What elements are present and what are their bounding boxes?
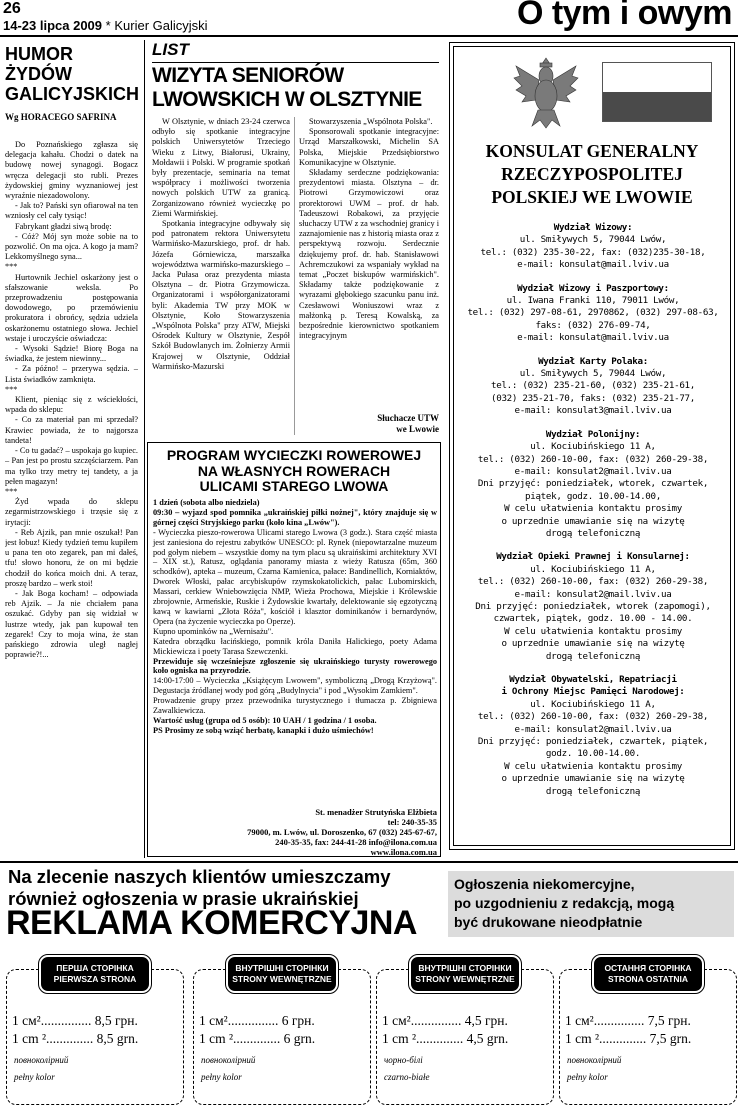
humor-title-1: HUMOR	[5, 44, 73, 64]
humor-heading	[5, 44, 143, 104]
department-detail-line: piątek, godz. 10.00-14.00,	[524, 490, 661, 502]
humor-paragraph: Żyd wpada do sklepu zegarmistrzowskiego i trzęsie się z irytacji:	[5, 497, 138, 527]
department-detail-line: ul. Iwana Franki 110, 79011 Lwów,	[506, 295, 680, 307]
department-name: Wydział Karty Polaka:	[538, 355, 648, 367]
header-rule	[0, 35, 738, 37]
price-line-uah: 1 см²............... 4,5 грн.	[382, 1013, 508, 1028]
consulate-department	[455, 674, 731, 798]
price-card	[559, 955, 737, 1105]
department-detail-line: ul. Kociubińskiego 11 A,	[530, 441, 656, 453]
department-detail-line: tel.: (032) 260-10-00, fax: (032) 260-29-38,	[477, 576, 709, 588]
paper-name: Kurier Galicyjski	[114, 18, 208, 33]
price-card-label	[39, 955, 151, 993]
polish-flag	[602, 62, 712, 122]
program-title-3: ULICAMI STAREGO LWOWA	[199, 478, 389, 494]
price-card-label	[226, 955, 338, 993]
consulate-department	[455, 283, 731, 345]
price-line-uah: 1 см²............... 8,5 грн.	[12, 1013, 138, 1028]
price-card-label	[409, 955, 521, 993]
label-pl: PIERWSZA STRONA	[53, 974, 137, 984]
consulate-departments	[455, 222, 731, 809]
label-ua: ВНУТРІШНІ СТОРІНКИ	[418, 963, 512, 973]
humor-title-3: GALICYJSKICH	[5, 84, 140, 104]
consulate-department	[455, 356, 731, 418]
department-detail-line: tel.: (032) 297-08-61, 2970862, (032) 297-08-63,	[467, 307, 719, 319]
department-detail-line: ul. Smiływych 5, 79044 Lwów,	[519, 234, 667, 246]
department-detail-line: ul. Kociubińskiego 11 A,	[530, 563, 656, 575]
price-line-uah: 1 см²............... 7,5 грн.	[565, 1013, 691, 1028]
program-text-4: 14:00-17:00 – Wycieczka „Książęcym Lwowem", symboliczną „Drogą Krzyżową". Degustacja źródlanej wody pod górą „Budylnycia" i pod „Wysokim Zamkiem".	[153, 676, 437, 696]
department-detail-line: W celu ułatwienia kontaktu prosimy	[504, 503, 682, 515]
color-note-ua: повноколірний	[201, 1055, 256, 1065]
color-note-pl: pełny kolor	[14, 1072, 55, 1082]
department-detail-line: e-mail: konsulat@mail.lviv.ua	[517, 259, 669, 271]
noncommercial-line-2: po uzgodnieniu z redakcją, mogą	[454, 895, 675, 911]
price-card	[193, 955, 371, 1105]
column-divider	[144, 40, 145, 858]
consulate-department	[455, 222, 731, 272]
label-ua: ВНУТРІШНІ СТОРІНКИ	[235, 963, 329, 973]
list-headline-1: WIZYTA SENIORÓW	[152, 64, 344, 87]
department-detail-line: e-mail: konsulat3@mail.lviv.ua	[514, 405, 672, 417]
humor-article-body	[5, 140, 138, 855]
contact-line-1: St. menadżer Strutyńska Elżbieta	[315, 807, 437, 817]
list-paragraph: Składamy serdeczne podziękowania: prezydentowi miasta. Olsztyna – dr. Piotrowi Grzymowiczowi oraz prorektorowi UWM – prof. dr hab. Tadeuszowi Robakowi, za przyjęcie słuchaczy UTW z za wschodniej granicy i zaznajomienie nas z historią miasta oraz z perspektywą rozwoju. Serdecznie dziękujemy prof. dr. hab. Stanisławowi Achremczukowi za wspaniały wykład na temat „Poczet biskupów warmińskich". Składamy także podziękowanie z wyrazami głębokiego szacunku panu inż. Czesławowi Woniuszowi wraz z małżonką p. Teresą Kowalską, za bezpośrednie kierownictwo spotkaniem integracyjnym	[299, 168, 439, 341]
ad-headline: REKLAMA KOMERCYJNA	[6, 904, 417, 942]
department-name: Wydział Obywatelski, Repatriacji	[509, 674, 677, 685]
bottom-rule	[0, 861, 738, 863]
program-title-2: NA WŁASNYCH ROWERACH	[197, 462, 391, 479]
price-card	[6, 955, 184, 1105]
department-name: Wydział Opieki Prawnej i Konsularnej:	[496, 551, 690, 563]
department-detail-line: e-mail: konsulat2@mail.lviv.ua	[514, 588, 672, 600]
department-detail-line: drogą telefoniczną	[545, 785, 641, 797]
program-text-2: Kupno upominków na „Wernisażu".	[153, 626, 274, 636]
ad-intro-line-2: również ogłoszenia w prasie ukraińskiej	[8, 888, 359, 909]
separator-stars: ***	[5, 384, 18, 394]
price-line-uah: 1 см²............... 6 грн.	[199, 1013, 315, 1028]
kicker-rule	[152, 62, 439, 63]
humor-paragraph: - Co za materiał pan mi sprzedał? Krawiec powiada, że to najgorsza tandeta!	[5, 415, 138, 445]
signature-line-1: Słuchacze UTW	[377, 413, 439, 423]
separator-stars: ***	[5, 486, 18, 496]
color-note-ua: повноколірний	[14, 1055, 69, 1065]
department-detail-line: czwartek, piątek, godz. 10.00 - 14.00.	[493, 613, 693, 625]
department-detail-line: drogą telefoniczną	[545, 527, 641, 539]
program-body	[153, 498, 437, 736]
department-name: Wydział Wizowy:	[553, 222, 633, 233]
program-bold-2: Przewiduje się wcześniejsze zgłoszenie się ukraińskiego turysty rowerowego koło ogniska na przyrodzie.	[153, 656, 437, 676]
humor-author: Wg HORACEGO SAFRINA	[5, 112, 117, 122]
color-note-pl: pełny kolor	[567, 1072, 608, 1082]
list-signature	[299, 413, 439, 435]
polish-eagle-emblem	[510, 52, 582, 132]
department-detail-line: W celu ułatwienia kontaktu prosimy	[504, 625, 682, 637]
ad-intro-line-1: Na zlecenie naszych klientów umieszczamy	[8, 866, 391, 887]
issue-line: 14-23 lipca 2009 * Kurier Galicyjski	[3, 18, 208, 33]
department-detail-line: tel.: (032) 260-10-00, fax: (032) 260-29-38,	[477, 711, 709, 723]
department-detail-line: drogą telefoniczną	[545, 650, 641, 662]
consulate-title	[455, 140, 729, 209]
program-headline	[147, 448, 441, 495]
program-title-1: PROGRAM WYCIECZKI ROWEROWEJ	[166, 447, 422, 463]
department-detail-line: o uprzednie umawianie się na wizytę	[501, 773, 685, 785]
department-name: Wydział Wizowy i Paszportowy:	[517, 282, 669, 294]
issue-date: 14-23 lipca 2009	[3, 18, 103, 33]
program-text-3: Katedra obrządku łacińskiego, pomnik króla Daniła Halickiego, poety Adama Mickiewicza i poety Tarasa Szewczenki.	[153, 636, 437, 656]
price-line-grn: 1 cm ².............. 6 grn.	[199, 1031, 316, 1046]
list-paragraph: W Olsztynie, w dniach 23-24 czerwca odbyło się spotkanie integracyjne polskich Uniwersytetów Trzeciego Wieku z Litwy, Białorusi, Ukrainy, Mołdawii i Polski. W programie spotkań były prezentacje, seminaria na temat współpracy i możliwości tworzenia nowych polskich UTW za granicą. Zorganizowano również wycieczkę po Ziemi Warmińskiej.	[152, 117, 290, 218]
department-detail-line: ul. Kociubińskiego 11 A,	[530, 698, 656, 710]
program-day: 1 dzień (sobota albo niedziela)	[153, 498, 260, 507]
program-text-1: - Wycieczka pieszo-rowerowa Ulicami starego Lwowa (3 godz.). Stara część miasta jest zaniesiona do rejestru zabytków UNESCO: pl. Rynek (niepowtarzalne muzeum pod gołym niebem – wszystkie domy na tym placu są ukraińskimi architektury XVI – XIX st.), Ratusz, oglądania panoramy miasta z wieży Ratusza (65m, 360 schodków), apteka – muzeum, Czarna Kamienica, pałace: Bandinellich, Korniaktów, Dworek Włoski, pałac arcybiskupów rzymskokatolickich, pałac Lubomirskich, Massari, cerkiew Wniebowzięcia NMP, Wieża Prochowa, Miejskie i Królewskie zbrojownie, Armeńskie, Ruskie i Żydowskie kwartały, delektowanie się egzotyczną kawą w kawiarni „Złota Róża", kościół i klasztor dominikanów i bernardynów, Opera (na życzenie wycieczka po Operze).	[153, 527, 437, 626]
humor-paragraph: - Wysoki Sądzie! Biorę Boga na świadka, że jestem niewinny...	[5, 344, 138, 364]
department-detail-line: W celu ułatwienia kontaktu prosimy	[504, 760, 682, 772]
contact-line-3: 79000, m. Lwów, ul. Doroszenko, 67 (032) 245-67-67,	[247, 826, 437, 837]
price-line-grn: 1 cm ².............. 7,5 grn.	[565, 1031, 692, 1046]
department-detail-line: (032) 235-21-70, faks: (032) 235-21-77,	[490, 392, 696, 404]
label-ua: ПЕРША СТОРІНКА	[56, 963, 134, 973]
consulate-title-2: RZECZYPOSPOLITEJ	[501, 164, 683, 184]
department-detail-line: tel.: (032) 260-10-00, fax: (032) 260-29-38,	[477, 453, 709, 465]
list-headline	[152, 64, 422, 112]
department-detail-line: faks: (032) 276-09-74,	[535, 319, 651, 331]
label-pl: STRONA OSTATNIA	[607, 974, 689, 984]
humor-paragraph: Klient, pieniąc się z wściekłości, wpada do sklepu:	[5, 395, 138, 415]
list-paragraph: Sponsorowali spotkanie integracyjne: Urząd Marszałkowski, Michelin SA Polska, Miejskie Przedsiębiorstwo Komunikacyjne w Olsztynie.	[299, 127, 439, 167]
price-line-grn: 1 cm ².............. 4,5 grn.	[382, 1031, 509, 1046]
list-paragraph: Stowarzyszenia „Wspólnota Polska".	[309, 117, 433, 126]
department-detail-line: o uprzednie umawianie się na wizytę	[501, 515, 685, 527]
signature-line-2: we Lwowie	[396, 424, 439, 434]
consulate-title-1: KONSULAT GENERALNY	[485, 141, 699, 161]
page-number: 26	[3, 0, 21, 17]
noncommercial-line-3: być drukowane nieodpłatnie	[454, 914, 643, 930]
humor-paragraph: Fabrykant gładzi siwą brodę:	[15, 221, 112, 231]
price-card	[376, 955, 554, 1105]
program-price: Wartość usług (grupa od 5 osób): 10 UAH / 1 godzina / 1 osoba.	[153, 715, 377, 725]
department-detail-line: godz. 10.00-14.00.	[545, 748, 641, 760]
color-note-ua: чорно-білі	[384, 1055, 423, 1065]
list-paragraph: Spotkania integracyjne odbywały się pod patronatem rektora Uniwersytetu Warmińsko-Mazurskiego, prof. dr hab. Józefa Górniewicza, marszałka województwa warmińsko-mazurskiego – Jacka Pułasa oraz prezydenta miasta Olsztyna – dr. Piotra Grzymowicza. Organizatorami i współorganizatorami byli: Akademia TW przy MOK w Olsztynie, Koło Stowarzyszenia „Wspólnota Polska" przy ATW, Miejski Ośrodek Kultury w Olsztynie, Zespół Szkół Budowlanych im. Żołnierzy Armii Krajowej w Olsztynie, Oddział Warmińsko-Mazurski	[152, 219, 290, 371]
department-detail-line: Dni przyjęć: poniedziałek, wtorek (zapomogi),	[475, 600, 711, 612]
program-text-5: Prowadzenie grupy przez przewodnika turystycznego i tłumacza p. Zbigniewa Zawalkiewicza.	[153, 696, 437, 716]
list-kicker: LIST	[152, 40, 189, 59]
contact-line-2: tel: 240-35-35	[387, 816, 437, 827]
list-column-1	[152, 117, 290, 435]
humor-paragraph: - Cóż? Mój syn może sobie na to pozwolić. On ma ojca. A kogo ja mam? Lekkomyślnego syna...	[5, 231, 138, 262]
program-departure: 09:30 – wyjazd spod pomnika „ukraińskiej piłki nożnej", który znajduje się w górnej części Stryjskiego parku (koło kina „Lwów").	[153, 507, 437, 527]
humor-paragraph: - Reb Ajzik, pan mnie oszukał! Pan jest łobuz! Kiedy tydzień temu kupiłem u pana ten oto zegarek, pan mi dałeś, tfu! słowo honoru, że on mi będzie chodził do końca moich dni. A teraz, proszę bardzo – werk stoi!	[5, 527, 138, 588]
contact-line-5: www.ilona.com.ua	[370, 846, 437, 857]
department-detail-line: e-mail: konsulat2@mail.lviv.ua	[514, 465, 672, 477]
price-card-label	[592, 955, 704, 993]
color-note-ua: повноколірний	[567, 1055, 622, 1065]
department-detail-line: Dni przyjęć: poniedziałek, wtorek, czwartek,	[477, 478, 709, 490]
price-line-grn: 1 cm ².............. 8,5 grn.	[12, 1031, 139, 1046]
noncommercial-box	[448, 871, 734, 937]
department-detail-line: tel.: (032) 235-30-22, fax: (032)235-30-18,	[480, 246, 706, 258]
department-name-2: i Ochrony Miejsc Pamięci Narodowej:	[501, 686, 685, 698]
list-headline-2: LWOWSKICH W OLSZTYNIE	[152, 88, 422, 111]
humor-title-2: ŻYDÓW	[5, 64, 72, 84]
contact-line-4: 240-35-35, fax: 244-41-28 info@ilona.com.ua	[275, 836, 437, 847]
color-note-pl: pełny kolor	[201, 1072, 242, 1082]
department-detail-line: o uprzednie umawianie się na wizytę	[501, 638, 685, 650]
department-detail-line: e-mail: konsulat2@mail.lviv.ua	[514, 723, 672, 735]
consulate-department	[455, 429, 731, 541]
section-title: O tym i owym	[516, 0, 732, 32]
program-ps: PS Prosimy ze sobą wziąć herbatę, kanapki i dużo uśmiechów!	[153, 725, 374, 735]
department-detail-line: tel.: (032) 235-21-60, (032) 235-21-61,	[490, 380, 696, 392]
program-contact	[153, 808, 437, 858]
department-name: Wydział Polonijny:	[545, 428, 641, 440]
consulate-title-3: POLSKIEJ WE LWOWIE	[491, 187, 693, 207]
noncommercial-line-1: Ogłoszenia niekomercyjne,	[454, 876, 635, 892]
humor-paragraph: - Jak Boga kocham! – odpowiada reb Ajzik. – Ja nie chciałem pana oszukać. Gdyby pan się widział w lustrze wtedy, jak pan kupował ten zegarek! Czy to moja wina, że stan pańskiego zdrowia uległ nagłej poprawie?!...	[5, 588, 138, 660]
humor-paragraph: Hurtownik Jechiel oskarżony jest o sfałszowanie weksla. Po przeprowadzeniu postępowania dowodowego, po przemówieniu prokuratora i obrońcy, sędzia udziela oskarżonemu ostatniego słowa. Jechiel wstaje i uroczyście oświadcza:	[5, 272, 138, 343]
column-divider	[294, 117, 295, 435]
humor-paragraph: - Za późno! – przerywa sędzia. – Lista świadków zamknięta.	[5, 364, 138, 384]
consulate-department	[455, 551, 731, 663]
humor-paragraph: - Jak to? Pański syn ofiarował na ten wzniosły cel cały tysiąc!	[5, 201, 138, 221]
label-ua: ОСТАННЯ СТОРІНКА	[604, 963, 692, 973]
department-detail-line: ul. Smiływych 5, 79044 Lwów,	[519, 368, 667, 380]
humor-paragraph: - Co tu gadać? – uspokaja go kupiec. – Pan jest po prostu szczęściarzem. Pan ma tylko trzy metry tej tandety, a ja pełen magazyn!	[5, 446, 138, 486]
label-pl: STRONY WEWNĘTRZNE	[232, 974, 332, 984]
department-detail-line: e-mail: konsulat@mail.lviv.ua	[517, 332, 669, 344]
humor-paragraph: Do Poznańskiego zgłasza się delegacja kahału. Chodzi o datek na budowę nowej synagogi. Bogacz wręcza delegacji sto rubli. Prezes żydowskiej gminy wyznaniowej jest wyraźnie niezadowolony.	[5, 140, 138, 201]
color-note-pl: czarno-białe	[384, 1072, 430, 1082]
list-column-2	[299, 117, 439, 412]
department-detail-line: Dni przyjęć: poniedziałek, czwartek, piątek,	[477, 736, 709, 748]
label-pl: STRONY WEWNĘTRZNE	[415, 974, 515, 984]
separator-stars: ***	[5, 262, 18, 272]
